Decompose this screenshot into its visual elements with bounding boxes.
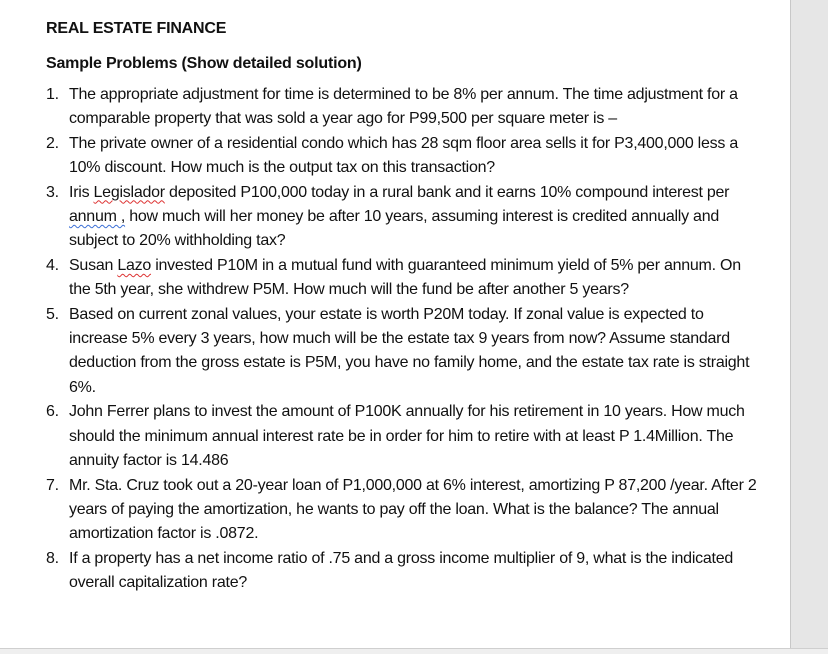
problem-item-7 — [46, 474, 766, 547]
document-body[interactable] — [46, 17, 766, 596]
problem-list — [46, 83, 766, 596]
problem-number: 5. — [46, 305, 59, 323]
problem-text-part: how much will her money be after 10 years, assuming interest is credited annually and subject to 20% withholding tax? — [69, 208, 719, 250]
problem-item-8 — [46, 547, 766, 596]
spelling-flagged-word[interactable]: Lazo — [117, 256, 152, 274]
grammar-flagged-word[interactable]: annum , — [69, 208, 126, 226]
problem-number: 6. — [46, 403, 59, 421]
problem-text: The appropriate adjustment for time is determined to be 8% per annum. The time adjustment for a comparable property that was sold a year ago for P99,500 per square meter is – — [69, 86, 738, 128]
problem-text: If a property has a net income ratio of .75 and a gross income multiplier of 9, what is the indicated overall capitalization rate? — [69, 549, 734, 592]
horizontal-scroll-area[interactable] — [0, 648, 828, 654]
document-title: REAL ESTATE FINANCE — [46, 20, 227, 37]
problem-text: The private owner of a residential condo which has 28 sqm floor area sells it for P3,400,000 less a 10% discount. How much is the output tax on this transaction? — [69, 134, 738, 177]
problem-number: 7. — [46, 476, 59, 494]
problem-text: Based on current zonal values, your estate is worth P20M today. If zonal value is expected to increase 5% every 3 years, how much will be the estate tax 9 years from now? Assume standard deduction from the gross estate is P5M, you have no family home, and the estate tax rate is straight 6%. — [69, 305, 750, 396]
problem-number: 1. — [46, 86, 59, 103]
problem-text-part: invested P10M in a mutual fund with guaranteed minimum yield of 5% per annum. On the 5th year, she withdrew P5M. How much will the fund be after another 5 years? — [69, 256, 741, 299]
problem-text: John Ferrer plans to invest the amount of P100K annually for his retirement in 10 years. How much should the minimum annual interest rate be in order for him to retire with at least P 1.4Million. The annuity factor is 14.486 — [69, 403, 745, 470]
problem-number: 3. — [46, 183, 59, 201]
spelling-flagged-word[interactable]: Legislador — [93, 183, 165, 201]
problem-number: 8. — [46, 549, 59, 567]
problem-text-part: Susan — [69, 256, 118, 274]
problem-item-6 — [46, 400, 766, 473]
problem-number: 2. — [46, 134, 59, 152]
problem-text: Mr. Sta. Cruz took out a 20-year loan of P1,000,000 at 6% interest, amortizing P 87,200 /year. After 2 years of paying the amortization, he wants to pay off the loan. What is the balance? The annual amortization factor is .0872. — [69, 476, 757, 543]
problem-item-5 — [46, 303, 766, 401]
problem-item-2 — [46, 132, 766, 181]
problem-item-1 — [46, 83, 766, 132]
problem-text-part: Iris — [69, 183, 94, 201]
document-subtitle: Sample Problems (Show detailed solution) — [46, 55, 362, 72]
problem-item-4 — [46, 254, 766, 303]
problem-item-3 — [46, 181, 766, 254]
problem-text-part: deposited P100,000 today in a rural bank and it earns 10% compound interest per — [164, 183, 730, 201]
problem-number: 4. — [46, 256, 59, 274]
